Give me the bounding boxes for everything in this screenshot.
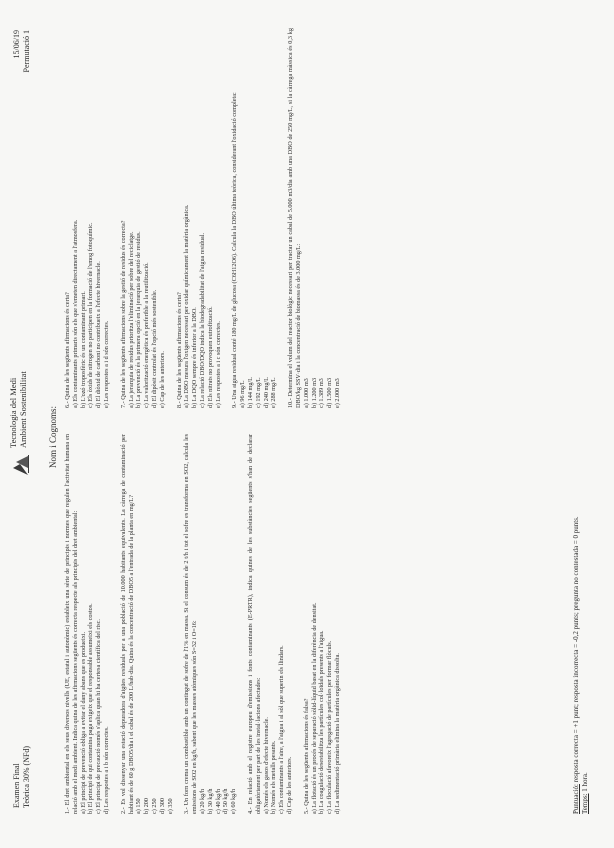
answer-option: b) El principi de qui contamina paga exigeix que el responsable assumeixi els costos. [87,603,95,814]
answer-option: a) El principi de prevenció obliga a evitar el dany abans que es produeixi. [79,631,87,814]
answer-option: e) 60 kg/h [230,788,238,814]
answer-option: a) La flotació és un procés de separació sòlid-líquid basat en la diferència de densitat. [310,602,318,814]
answer-option: d) 1.500 m3 [326,377,334,408]
question-text: 6.- Quina de les següents afirmacions és certa? [64,292,71,408]
name-field-label: Nom i Cognoms: [48,405,58,468]
answer-option: c) Els contaminants a l'aire, a l'aigua i al sòl que superin els llindars. [278,645,286,814]
question-text: 10.- Determina el volum del reactor biològic necessari per tractar un cabal de 5.000 m3/dia amb una DBO de 250 mg/L, si la càrrega màssica és 0,3 kg DBO/kg SSV·dia i la concentració de biomassa és de 3.000 mg/L: [287,28,302,408]
question-block [303,434,342,814]
answer-option: b) La DQO sempre és inferior a la DBO. [191,307,199,408]
answer-option: c) La relació DBO/DQO indica la biodegradabilitat de l'aigua residual. [198,233,206,408]
answer-option: b) 30 kg/h [206,788,214,814]
answer-option: d) El diòxid de carboni no contribueix a l'efecte hivernacle. [95,261,103,408]
answer-option: a) 150 [135,798,143,814]
question-block [64,28,111,408]
answer-option: d) Els nitrats no provoquen eutrofització. [206,306,214,408]
answer-option: e) Cap de les anteriors. [158,351,166,408]
institution-line-2: Ambient Sostenibilitat [18,371,28,448]
institution-name [8,371,28,448]
answer-option: a) La DBO mesura l'oxigen necessari per oxidar químicament la matèria orgànica. [183,204,191,408]
question-text: 9.- Una aigua residual conté 180 mg/L de glucosa (C6H12O6). Calcula la DBO última teòrica, considerant l'oxidació completa: [231,92,239,408]
questions-column-right [64,28,351,408]
answer-option: c) 250 [150,798,158,814]
exam-title: Examen Final [12,763,21,808]
answer-option: e) Les respostes a i c són correctes. [214,321,222,408]
question-text: 5.- Quina de les següents afirmacions és falsa? [302,698,310,814]
answer-option: a) 20 kg/h [198,788,206,814]
answer-option: d) 300 [158,798,166,814]
answer-option: b) Només els metalls pesants. [270,740,278,814]
question-block [120,28,167,408]
answer-option: e) 350 [166,798,174,814]
answer-option: c) Els òxids de nitrogen no participen en la formació de l'smog fotoquímic. [87,222,95,408]
exam-header-right [12,30,32,72]
answer-option: b) La prevenció és la primera opció en la jerarquia de gestió de residus. [135,231,143,408]
answer-option: c) 40 kg/h [214,788,222,814]
time-line [581,394,590,814]
exam-model: Permutació 1 [22,30,31,73]
answer-option: c) La floculació afavoreix l'agregació de partícules per formar flòculs. [326,640,334,814]
question-block [287,28,342,408]
answer-option: d) El dipòsit controlat és l'opció més sostenible. [150,289,158,408]
answer-option: b) 200 [143,798,151,814]
scoring-label: Puntuació: [572,784,580,814]
question-text: 1.- El dret ambiental en els seus diversos nivells (UE, estatal i autonòmic) estableix una sèrie de principis i normes que regulen l'activitat humana en relació amb el medi ambient. Indica quina de les afirmacions següents és correcta respecte als principis del dret ambiental: [64,434,79,814]
question-block [231,28,278,408]
answer-option: c) La valorització energètica és preferible a la reutilització. [143,262,151,408]
question-text: 3.- Un forn crema un combustible amb un contingut de sofre de l'1% en massa. Si el consum és de 2 t/h i tot el sofre es transforma en SO2, calcula les emissions de SO2 en kg/h, sabent que les masses atòmiques són S=32 i O=16: [183,434,199,814]
institution-line-1: Tecnologia del Medi [8,377,18,448]
time-label: Temps: [581,793,589,814]
scoring-line [572,394,581,814]
answer-option: d) 50 kg/h [222,788,230,814]
answer-option: b) La coagulació desestabilitza les partícules col·loïdals presents a l'aigua. [318,630,326,814]
answer-option: c) 1.389 m3 [318,378,326,408]
question-text: 8.- Quina de les següents afirmacions és certa? [175,292,183,408]
exam-header-left [12,746,32,808]
exam-weight: Teòrica 30% (NFd) [22,745,31,808]
questions-column-left [64,434,351,814]
answer-option: d) Cap de les anteriors. [285,756,293,814]
answer-option: a) 1.000 m3 [302,378,310,408]
answer-option: e) 288 mg/L [270,377,278,408]
question-block [183,434,238,814]
time-text: 1 hora. [581,772,589,792]
answer-option: b) L'ozó troposfèric és un contaminant primari. [79,291,87,408]
answer-option: d) La sedimentació primària elimina la matèria orgànica dissolta. [333,653,341,814]
answer-option: a) Només els gasos d'efecte hivernacle. [262,717,270,814]
question-text: 7.- Quina de les següents afirmacions sobre la gestió de residus és correcta? [119,220,127,408]
answer-option: d) 240 mg/L [262,377,270,408]
answer-option: e) Les respostes a i d són correctes. [102,320,110,408]
question-block [176,28,223,408]
university-logo-icon [10,454,30,476]
answer-option: c) 192 mg/L [254,377,262,408]
answer-option: a) 96 mg/L [239,380,247,408]
exam-footer [572,394,590,814]
scoring-text: resposta correcta = +1 punt; resposta incorrecta = -0,2 punts; pregunta no contestada = 0 punts. [572,516,580,783]
question-text: 2.- Es vol dissenyar una estació depuradora d'aigües residuals per a una població de 10.000 habitants equivalents. La càrrega de contaminació per habitant és de 60 g DBO5/dia i el cabal és de 200 L/hab·dia. Quina és la concentració de DBO5 a l'entrada de la planta en mg/L? [119,434,135,814]
answer-option: a) La jerarquia de residus prioritza l'eliminació per sobre del reciclatge. [127,231,135,408]
question-text: 4.- En relació amb el registre europeu d'emissions i fonts contaminants (E-PRTR), indica quines de les substàncies següents s'han de declarar obligatòriament per part de les instal·lacions afectades: [246,434,262,814]
question-block [120,434,175,814]
answer-option: e) 2.000 m3 [333,378,341,408]
answer-option: a) Els contaminants primaris són els que s'emeten directament a l'atmosfera. [71,219,79,408]
exam-date: 15/06/19 [12,30,21,59]
answer-option: c) El principi de precaució només s'aplica quan hi ha certesa científica del risc. [95,619,103,814]
answer-option: b) 1.200 m3 [310,377,318,408]
question-block [247,434,294,814]
answer-option: d) Les respostes a i b són correctes. [102,726,110,814]
answer-option: b) 144 mg/L [246,377,254,408]
question-block [64,434,111,814]
